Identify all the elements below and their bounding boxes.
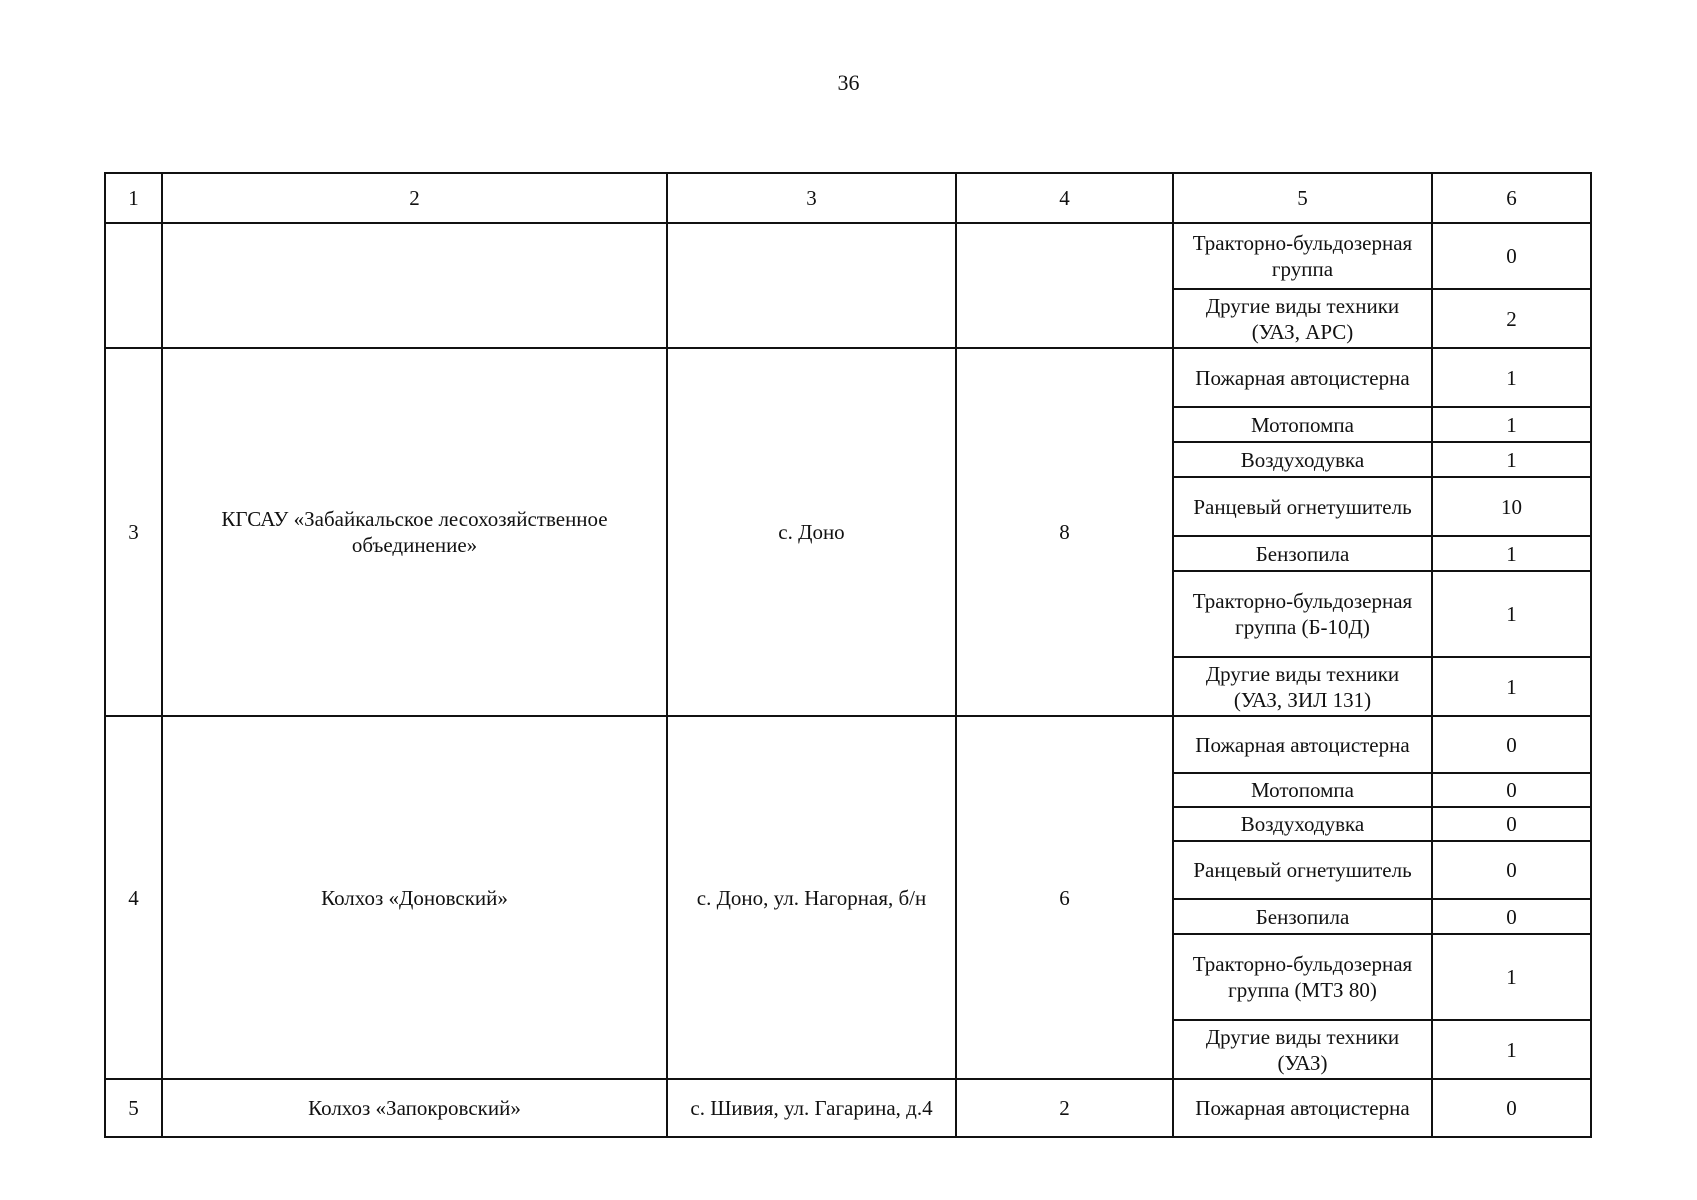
staff-count <box>956 223 1173 348</box>
equipment-quantity: 0 <box>1432 716 1591 773</box>
table-row <box>105 223 1591 289</box>
page-number: 36 <box>837 70 860 95</box>
equipment-name: Пожарная автоцистерна <box>1173 1079 1432 1137</box>
row-number: 4 <box>105 716 162 1079</box>
equipment-name: Другие виды техники (УАЗ, АРС) <box>1173 289 1432 348</box>
equipment-name: Мотопомпа <box>1173 773 1432 807</box>
equipment-name: Ранцевый огнетушитель <box>1173 841 1432 899</box>
equipment-quantity: 0 <box>1432 223 1591 289</box>
equipment-name: Бензопила <box>1173 899 1432 934</box>
equipment-quantity: 1 <box>1432 1020 1591 1079</box>
equipment-quantity: 0 <box>1432 899 1591 934</box>
equipment-quantity: 10 <box>1432 477 1591 536</box>
row-number <box>105 223 162 348</box>
equipment-quantity: 1 <box>1432 934 1591 1020</box>
equipment-name: Воздуходувка <box>1173 807 1432 841</box>
equipment-name: Тракторно-бульдозерная группа <box>1173 223 1432 289</box>
equipment-quantity: 1 <box>1432 348 1591 407</box>
equipment-name: Мотопомпа <box>1173 407 1432 442</box>
equipment-name: Тракторно-бульдозерная группа (МТЗ 80) <box>1173 934 1432 1020</box>
column-number: 4 <box>956 173 1173 223</box>
column-number-row <box>105 173 1591 223</box>
organization-address <box>667 223 956 348</box>
equipment-name: Ранцевый огнетушитель <box>1173 477 1432 536</box>
organization-name: Колхоз «Доновский» <box>162 716 667 1079</box>
equipment-name: Другие виды техники (УАЗ) <box>1173 1020 1432 1079</box>
equipment-quantity: 1 <box>1432 536 1591 571</box>
equipment-name: Бензопила <box>1173 536 1432 571</box>
equipment-name: Другие виды техники (УАЗ, ЗИЛ 131) <box>1173 657 1432 716</box>
organization-address: с. Шивия, ул. Гагарина, д.4 <box>667 1079 956 1137</box>
column-number: 1 <box>105 173 162 223</box>
organization-name <box>162 223 667 348</box>
equipment-quantity: 0 <box>1432 807 1591 841</box>
equipment-name: Тракторно-бульдозерная группа (Б-10Д) <box>1173 571 1432 657</box>
equipment-quantity: 0 <box>1432 773 1591 807</box>
equipment-name: Воздуходувка <box>1173 442 1432 477</box>
equipment-name: Пожарная автоцистерна <box>1173 716 1432 773</box>
organization-name: Колхоз «Запокровский» <box>162 1079 667 1137</box>
table-row <box>105 1079 1591 1137</box>
column-number: 6 <box>1432 173 1591 223</box>
equipment-quantity: 0 <box>1432 1079 1591 1137</box>
table-row <box>105 716 1591 773</box>
table-row <box>105 348 1591 407</box>
staff-count: 6 <box>956 716 1173 1079</box>
equipment-quantity: 2 <box>1432 289 1591 348</box>
equipment-name: Пожарная автоцистерна <box>1173 348 1432 407</box>
column-number: 5 <box>1173 173 1432 223</box>
equipment-quantity: 1 <box>1432 571 1591 657</box>
row-number: 3 <box>105 348 162 716</box>
organization-address: с. Доно <box>667 348 956 716</box>
column-number: 3 <box>667 173 956 223</box>
equipment-quantity: 1 <box>1432 657 1591 716</box>
equipment-table <box>104 172 1592 1138</box>
equipment-quantity: 1 <box>1432 442 1591 477</box>
staff-count: 8 <box>956 348 1173 716</box>
organization-address: с. Доно, ул. Нагорная, б/н <box>667 716 956 1079</box>
equipment-quantity: 0 <box>1432 841 1591 899</box>
equipment-quantity: 1 <box>1432 407 1591 442</box>
column-number: 2 <box>162 173 667 223</box>
staff-count: 2 <box>956 1079 1173 1137</box>
row-number: 5 <box>105 1079 162 1137</box>
organization-name: КГСАУ «Забайкальское лесохозяйственное объединение» <box>162 348 667 716</box>
